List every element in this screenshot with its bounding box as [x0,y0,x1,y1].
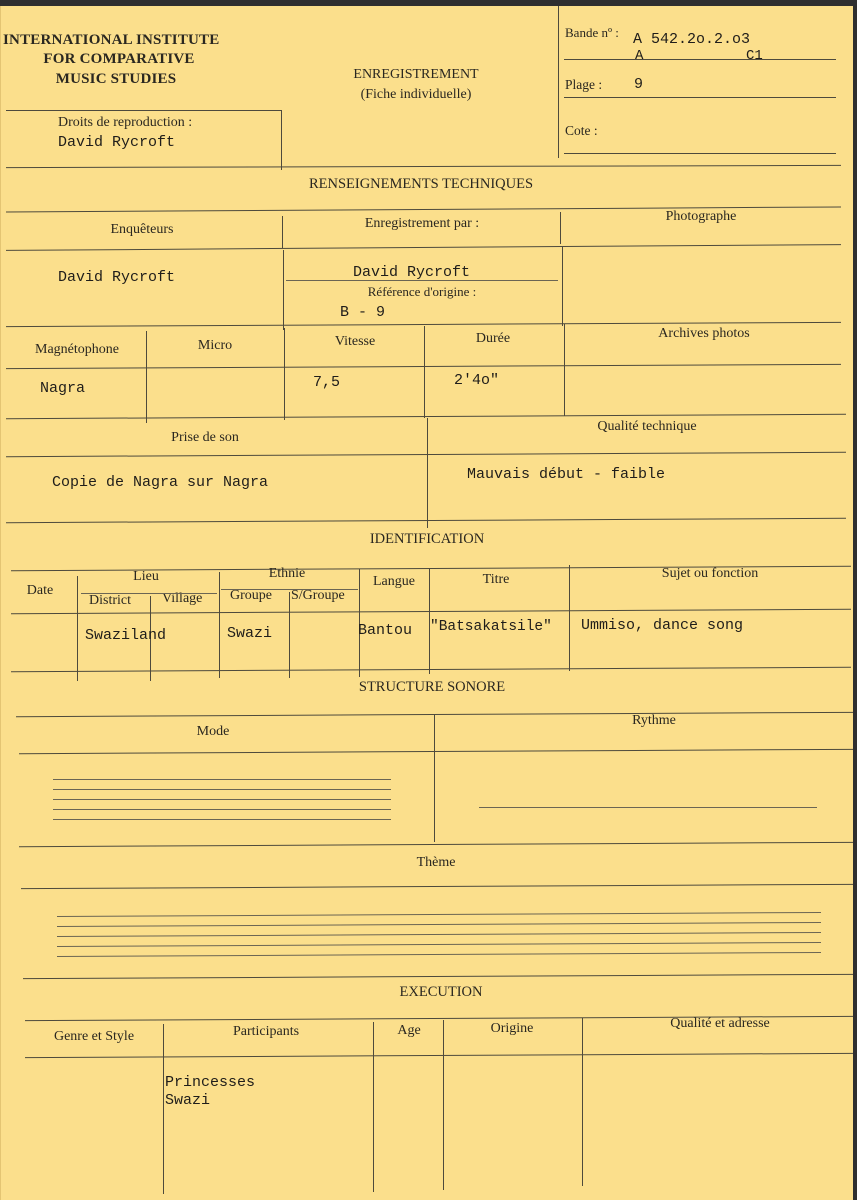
form-subtitle: (Fiche individuelle) [360,87,472,102]
titre-label: Titre [482,572,510,587]
sgroupe-label: S/Groupe [291,588,345,603]
prise-de-son-value: Copie de Nagra sur Nagra [52,474,269,491]
prise-de-son-label: Prise de son [171,430,239,445]
titre-value: "Batsakatsile" [430,619,552,635]
groupe-value: Swazi [227,625,273,642]
micro-label: Micro [197,338,233,353]
langue-label: Langue [373,574,415,589]
qualite-technique-value: Mauvais début - faible [467,466,666,483]
qualite-adresse-label: Qualité et adresse [670,1016,770,1031]
enregistrement-value: David Rycroft [353,264,471,281]
cote-label: Cote : [565,123,598,138]
photographe-label: Photographe [665,209,737,224]
district-value: Swaziland [85,627,167,644]
section-title-technique: RENSEIGNEMENTS TECHNIQUES [308,176,534,192]
form-title: ENREGISTREMENT [353,67,479,82]
institute-name-line-3: MUSIC STUDIES [55,71,177,87]
reference-value: B - 9 [340,304,386,321]
bande-label: Bande nº : [565,25,619,40]
vitesse-value: 7,5 [313,374,341,391]
bande-value-line-2a: A [635,48,644,64]
section-title-structure: STRUCTURE SONORE [358,679,506,695]
district-label: District [89,593,131,608]
plage-label: Plage : [565,77,603,92]
droits-value: David Rycroft [58,134,176,151]
village-label: Village [162,591,203,606]
droits-label: Droits de reproduction : [58,115,193,130]
archives-photos-label: Archives photos [658,326,750,341]
groupe-label: Groupe [230,588,272,603]
sujet-value: Ummiso, dance song [581,617,744,634]
participants-value-line-2: Swazi [165,1092,211,1109]
theme-label: Thème [416,855,456,870]
enqueteurs-value: David Rycroft [58,269,176,286]
enqueteurs-label: Enquêteurs [110,222,174,237]
langue-value: Bantou [358,622,413,639]
institute-name-line-1: INTERNATIONAL INSTITUTE [3,32,220,48]
section-title-identification: IDENTIFICATION [369,531,485,547]
participants-label: Participants [232,1024,300,1039]
origine-label: Origine [490,1021,534,1036]
magnetophone-value: Nagra [40,380,86,397]
bande-value: A 542.2o.2.o3 [633,31,751,48]
vitesse-label: Vitesse [334,334,376,349]
mode-label: Mode [196,724,230,739]
institute-name-line-2: FOR COMPARATIVE [43,51,195,67]
reference-label: Référence d'origine : [367,284,477,299]
recording-index-card [0,6,853,1200]
ethnie-label: Ethnie [268,566,306,581]
age-label: Age [397,1023,421,1038]
rythme-label: Rythme [632,713,676,728]
magnetophone-label: Magnétophone [35,342,119,357]
bande-value-line-2b: C1 [746,48,763,64]
enregistrement-label: Enregistrement par : [364,216,480,231]
duree-value: 2'4o" [454,372,500,389]
lieu-label: Lieu [133,569,159,584]
sujet-label: Sujet ou fonction [661,566,759,581]
participants-value-line-1: Princesses [165,1074,256,1091]
section-title-execution: EXECUTION [399,984,483,1000]
plage-value: 9 [634,76,644,93]
qualite-technique-label: Qualité technique [597,419,697,434]
duree-label: Durée [475,331,511,346]
genre-style-label: Genre et Style [53,1029,135,1044]
date-label: Date [26,583,54,598]
